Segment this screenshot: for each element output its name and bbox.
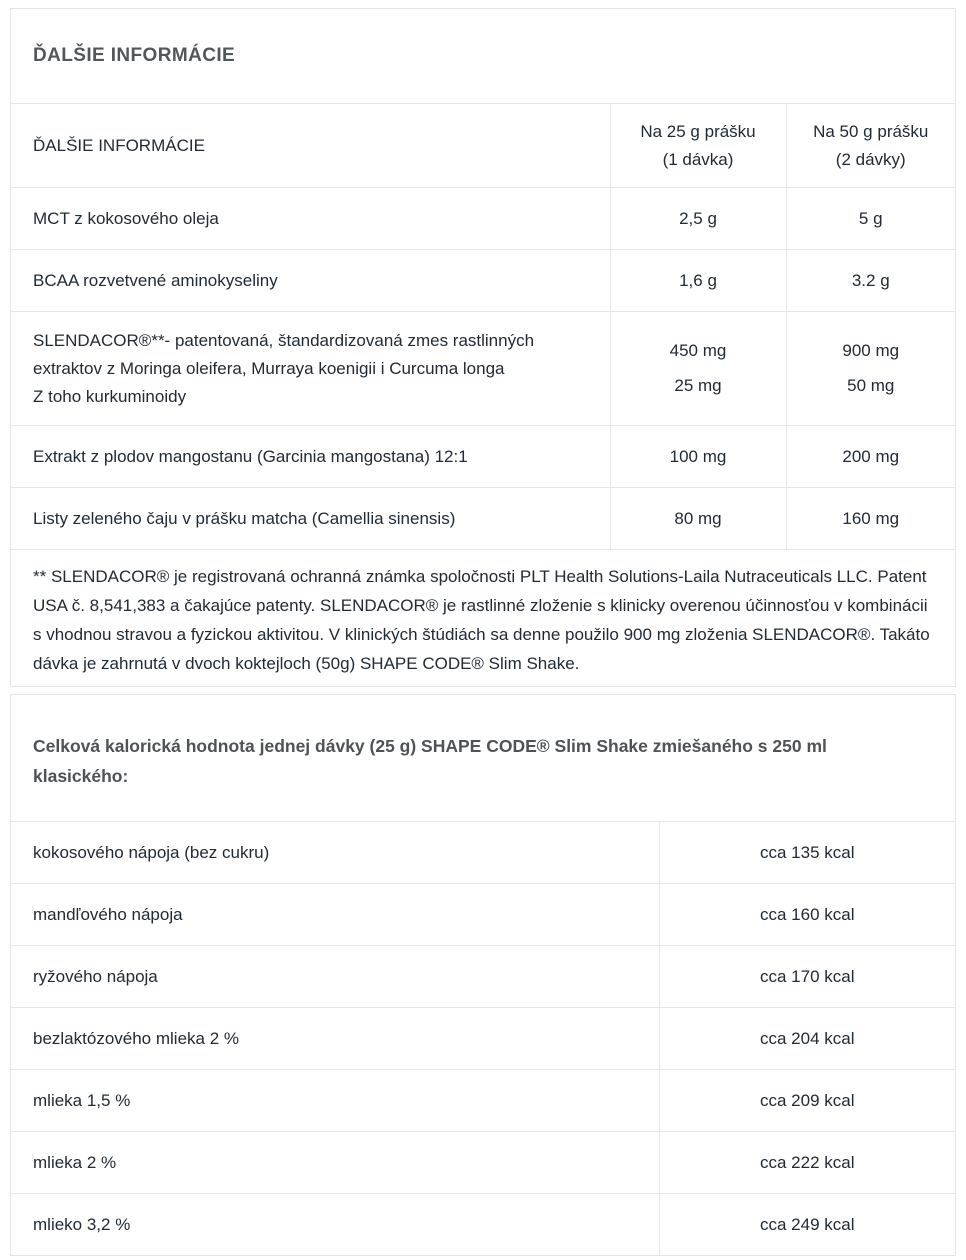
row-label: BCAA rozvetvené aminokyseliny [11,250,610,312]
caloric-row-rice [11,946,955,1008]
header-per25-line2: (1 dávka) [662,149,734,169]
row-per50-value: 160 mg [786,488,955,550]
table-row-bcaa [11,250,955,312]
row-label: ryžového nápoja [11,946,659,1008]
slendacor-per50-sub: 50 mg [847,376,895,395]
row-per50-value [786,312,955,426]
header-label-cell: ĎALŠIE INFORMÁCIE [33,135,205,155]
slendacor-label-sub: Z toho kurkuminoidy [33,386,187,406]
row-per25-value: 100 mg [610,426,786,488]
slendacor-label-main: SLENDACOR®**- patentovaná, štandardizovaná zmes rastlinných extraktov z Moringa oleifera, Murraya koenigii i Curcuma longa [33,330,535,378]
caloric-row-milk-15 [11,1070,955,1132]
table-row-mct [11,188,955,250]
row-label: mlieko 3,2 % [11,1194,659,1256]
header-per50-line2: (2 dávky) [835,149,906,169]
caloric-value-title: Celková kalorická hodnota jednej dávky (25 g) SHAPE CODE® Slim Shake zmiešaného s 250 ml klasického: [33,736,827,786]
slendacor-per25-main: 450 mg [669,341,727,360]
header-per25-cell [610,104,786,188]
row-label: bezlaktózového mlieka 2 % [11,1008,659,1070]
table-row-matcha [11,488,955,550]
caloric-row-lactosefree-milk [11,1008,955,1070]
table-row-slendacor [11,312,955,426]
row-label: kokosového nápoja (bez cukru) [33,842,270,862]
row-per25-value: 1,6 g [610,250,786,312]
row-per25-value: 80 mg [610,488,786,550]
slendacor-per50-main: 900 mg [842,341,900,360]
additional-info-title: ĎALŠIE INFORMÁCIE [33,45,236,66]
row-kcal-value: cca 170 kcal [659,946,955,1008]
caloric-row-coconut [11,822,955,884]
row-label: mlieka 2 % [11,1132,659,1194]
row-kcal-value: cca 135 kcal [659,822,955,884]
header-per50-cell [786,104,955,188]
caloric-row-almond [11,884,955,946]
row-kcal-value: cca 160 kcal [659,884,955,946]
product-info-page [0,8,966,1260]
slendacor-trademark-footnote: ** SLENDACOR® je registrovaná ochranná známka spoločnosti PLT Health Solutions-Laila Nutraceuticals LLC. Patent USA č. 8,541,383 a čakajúce patenty. SLENDACOR® je rastlinné zloženie s klinicky overenou účinnosťou v kombinácii s vhodnou stravou a fyzickou aktivitou. V klinických štúdiách sa denne použilo 900 mg zloženia SLENDACOR®. Takáto dávka je zahrnutá v dvoch koktejloch (50g) SHAPE CODE® Slim Shake. [33,567,930,673]
additional-info-section [10,8,956,687]
caloric-value-section [10,694,956,1256]
header-per25-line1: Na 25 g prášku [640,121,756,141]
row-label [11,312,610,426]
nutrition-table [11,103,955,550]
row-label: Extrakt z plodov mangostanu (Garcinia mangostana) 12:1 [11,426,610,488]
row-kcal-value: cca 249 kcal [659,1194,955,1256]
row-label: MCT z kokosového oleja [11,188,610,250]
row-per25-value: 2,5 g [610,188,786,250]
row-kcal-value: cca 209 kcal [659,1070,955,1132]
row-label: mandľového nápoja [11,884,659,946]
row-per50-value: 200 mg [786,426,955,488]
slendacor-per25-sub: 25 mg [674,376,722,395]
row-kcal-value: cca 204 kcal [659,1008,955,1070]
row-per50-value: 3.2 g [786,250,955,312]
row-per25-value [610,312,786,426]
row-per50-value: 5 g [786,188,955,250]
header-per50-line1: Na 50 g prášku [813,121,929,141]
row-kcal-value: cca 222 kcal [659,1132,955,1194]
row-label: Listy zeleného čaju v prášku matcha (Camellia sinensis) [11,488,610,550]
caloric-row-milk-2 [11,1132,955,1194]
caloric-row-milk-32 [11,1194,955,1256]
table-row-mangosteen [11,426,955,488]
row-label: mlieka 1,5 % [11,1070,659,1132]
caloric-table [11,821,955,1256]
nutrition-table-header-row [11,104,955,188]
